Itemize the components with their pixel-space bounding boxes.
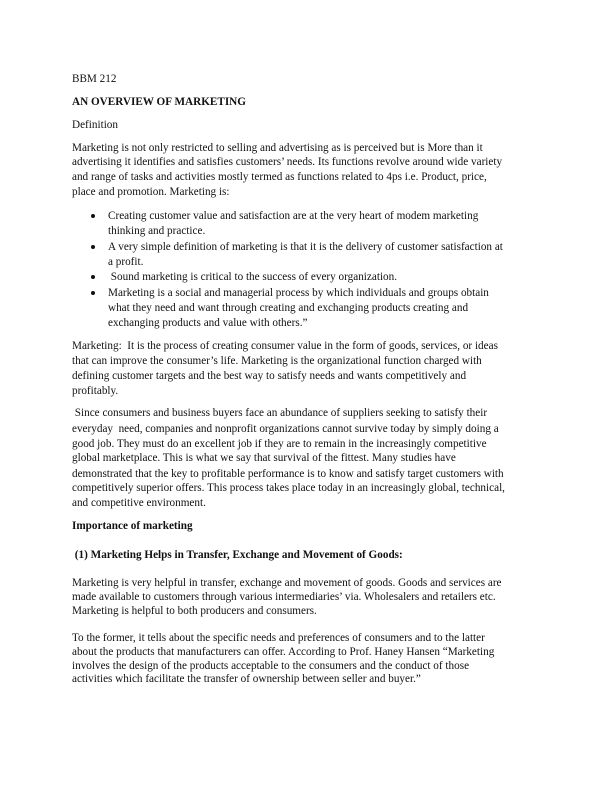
paragraph-line: place and promotion. Marketing is:: [72, 186, 230, 198]
bullet-icon: [91, 291, 95, 295]
bullet-item-line: Marketing is a social and managerial process by which individuals and groups obtain: [108, 287, 489, 299]
bullet-item-line: Creating customer value and satisfaction are at the very heart of modem marketing: [108, 210, 479, 222]
paragraph-line: Marketing is helpful to both producers and consumers.: [72, 605, 317, 617]
paragraph-line: and competitive environment.: [72, 497, 206, 509]
bullet-icon: [91, 275, 95, 279]
paragraph-line: Marketing is very helpful in transfer, exchange and movement of goods. Goods and services are: [72, 577, 502, 589]
section-heading: Definition: [72, 119, 118, 131]
paragraph-line: made available to customers through various intermediaries’ via. Wholesalers and retailers etc.: [72, 591, 496, 603]
paragraph-line: about the products that manufacturers can offer. According to Prof. Haney Hansen “Marketing: [72, 646, 495, 658]
document-title: AN OVERVIEW OF MARKETING: [72, 96, 246, 108]
bullet-icon: [91, 214, 95, 218]
bullet-item-line: A very simple definition of marketing is that it is the delivery of customer satisfaction at: [108, 241, 503, 253]
bullet-item-line: thinking and practice.: [108, 225, 206, 237]
paragraph-line: activities which facilitate the transfer of ownership between seller and buyer.”: [72, 673, 421, 685]
paragraph-line: and range of tasks and activities mostly termed as functions related to 4ps i.e. Product, price,: [72, 171, 487, 183]
paragraph-line: Marketing is not only restricted to selling and advertising as is perceived but is More than it: [72, 142, 483, 154]
bullet-item-line: a profit.: [108, 256, 144, 268]
bullet-item-line: Sound marketing is critical to the success of every organization.: [108, 271, 398, 283]
paragraph-line: global marketplace. This is what we say that survival of the fittest. Many studies have: [72, 452, 456, 464]
paragraph-line: Marketing: It is the process of creating consumer value in the form of goods, services, or ideas: [72, 340, 498, 352]
subsection-heading: (1) Marketing Helps in Transfer, Exchange and Movement of Goods:: [72, 549, 403, 561]
paragraph-line: involves the design of the products acceptable to the consumers and the conduct of those: [72, 660, 470, 672]
paragraph-line: defining customer targets and the best way to satisfy needs and wants competitively and: [72, 370, 467, 382]
paragraph-line: good job. They must do an excellent job if they are to remain in the increasingly competitive: [72, 438, 487, 450]
paragraph-line: To the former, it tells about the specific needs and preferences of consumers and to the latter: [72, 632, 485, 644]
paragraph-line: that can improve the consumer’s life. Marketing is the organizational function charged with: [72, 355, 482, 367]
course-code: BBM 212: [72, 73, 117, 85]
bullet-icon: [91, 245, 95, 249]
paragraph-line: demonstrated that the key to profitable performance is to know and satisfy target customers with: [72, 468, 504, 480]
section-heading: Importance of marketing: [72, 520, 193, 532]
bullet-item-line: what they need and want through creating and exchanging products creating and: [108, 302, 469, 314]
paragraph-line: Since consumers and business buyers face an abundance of suppliers seeking to satisfy their: [72, 407, 488, 419]
paragraph-line: profitably.: [72, 385, 119, 397]
paragraph-line: everyday need, companies and nonprofit organizations cannot survive today by simply doing a: [72, 423, 499, 435]
paragraph-line: advertising it identifies and satisfies customers’ needs. Its functions revolve around wide variety: [72, 156, 503, 168]
bullet-item-line: exchanging products and value with others.”: [108, 317, 308, 329]
paragraph-line: competitively superior offers. This process takes place today in an increasingly global, technical,: [72, 482, 505, 494]
